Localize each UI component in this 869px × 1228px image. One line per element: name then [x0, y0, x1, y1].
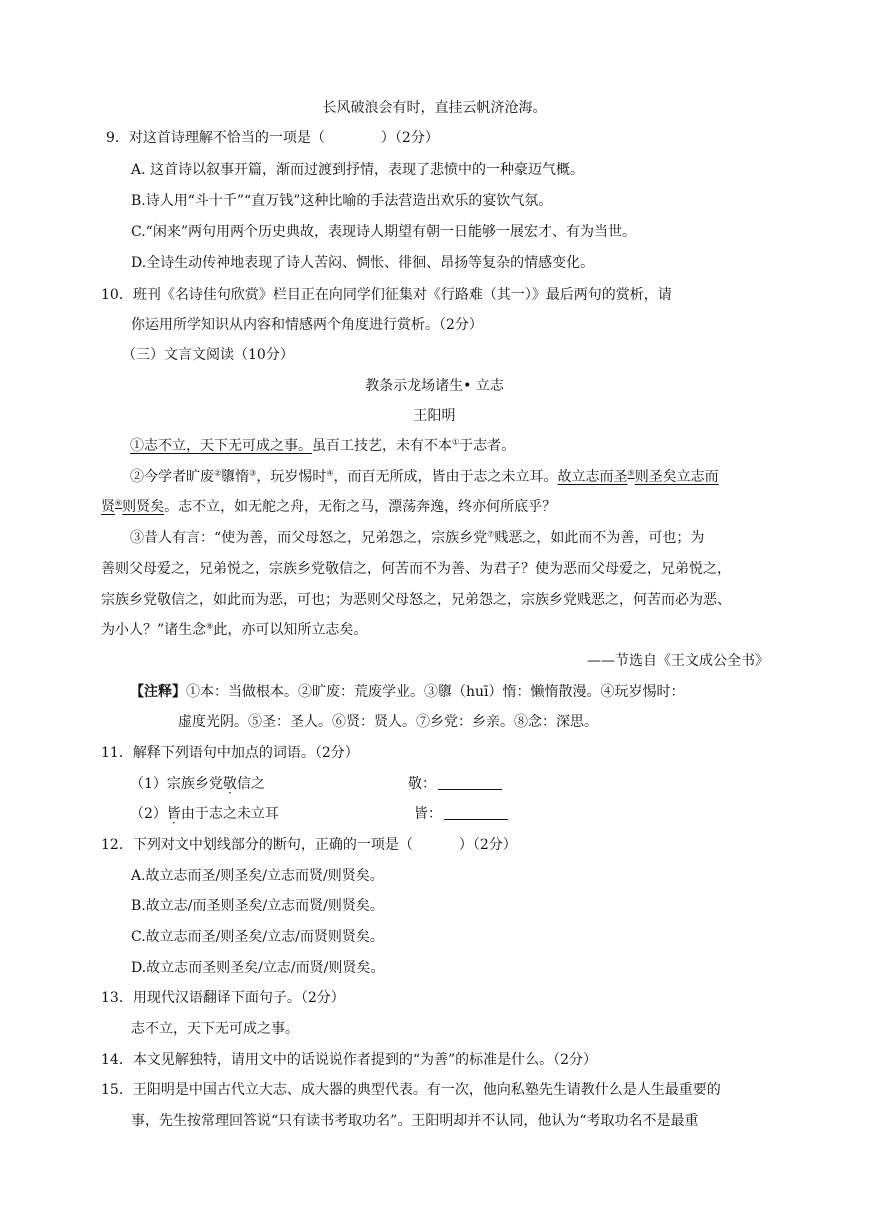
passage-paragraph-3-line1: ③昔人有言：“使为善，而父母怒之，兄弟怨之，宗族乡党⑦贱恶之，如此而不为善，可也；为 — [130, 529, 705, 546]
q9-stem: 9．对这首诗理解不恰当的一项是（ ）（2分） — [106, 130, 439, 146]
q12-stem: 12．下列对文中划线部分的断句，正确的一项是（ ）（2分） — [101, 837, 517, 853]
passage-title: 教条示龙场诸生• 立志 — [365, 378, 504, 394]
q15-line1: 15．王阳明是中国古代立大志、成大器的典型代表。有一次，他向私塾先生请教什么是人生最重要的 — [101, 1082, 721, 1098]
passage-paragraph-1: ①志不立，天下无可成之事。虽百工技艺，未有不本①于志者。 — [130, 437, 516, 454]
q12-option-d: D.故立志而圣则圣矣/立志/而贤/则贤矣。 — [131, 960, 385, 976]
q11-answer2: 皆： — [414, 804, 508, 824]
notes-line1: 【注释】①本：当做根本。②旷废：荒废学业。③隳（huī）惰：懒惰散漫。④玩岁惕时： — [130, 684, 685, 700]
q11-item2: （2）皆由于志之未立耳 — [130, 806, 279, 822]
passage-paragraph-3-line3: 宗族乡党敬信之，如此而为恶，可也；为恶则父母怒之，兄弟怨之，宗族乡党贱恶之，何苦而必为恶、 — [101, 592, 731, 608]
passage-paragraph-2-line2: 贤⑥则贤矣。志不立，如无舵之舟，无衔之马，漂荡奔逸，终亦何所底乎？ — [101, 498, 557, 515]
poem-last-line: 长风破浪会有时，直挂云帆济沧海。 — [322, 100, 547, 116]
answer-blank-1[interactable] — [438, 775, 502, 790]
q10-line1: 10．班刊《名诗佳句欣赏》栏目正在向同学们征集对《行路难（其一）》最后两句的赏析，请 — [101, 287, 672, 303]
q12-option-b: B.故立志/而圣则圣矣/立志而贤/则贤矣。 — [131, 898, 384, 914]
passage-paragraph-3-line2: 善则父母爱之，兄弟悦之，宗族乡党敬信之，何苦而不为善、为君子？使为恶而父母爱之，兄弟悦之， — [101, 561, 731, 577]
q13-sentence: 志不立，天下无可成之事。 — [131, 1021, 299, 1037]
answer-blank-2[interactable] — [444, 805, 508, 820]
q11-stem: 11．解释下列语句中加点的词语。（2分） — [101, 745, 359, 761]
q14-stem: 14．本文见解独特，请用文中的话说说作者提到的“为善”的标准是什么。（2分） — [101, 1052, 598, 1068]
q11-answer1: 敬： — [408, 774, 502, 794]
notes-line2: 虚度光阴。⑤圣：圣人。⑥贤：贤人。⑦乡党：乡亲。⑧念：深思。 — [178, 714, 598, 730]
q9-option-c: C.“闲来”两句用两个历史典故，表现诗人期望有朝一日能够一展宏才、有为当世。 — [131, 224, 636, 240]
q13-stem: 13．用现代汉语翻译下面句子。（2分） — [101, 990, 345, 1006]
q11-item1: （1）宗族乡党敬信之 — [130, 776, 265, 792]
q12-option-a: A.故立志而圣/则圣矣/立志而贤/则贤矣。 — [131, 868, 384, 884]
q9-option-b: B.诗人用“斗十千”“直万钱”这种比喻的手法营造出欢乐的宴饮气氛。 — [131, 193, 553, 209]
q15-line2: 事，先生按常理回答说“只有读书考取功名”。王阳明却并不认同，他认为“考取功名不是最重 — [131, 1113, 699, 1129]
q12-option-c: C.故立志而圣/则圣矣/立志/而贤则贤矣。 — [131, 929, 384, 945]
q10-line2: 你运用所学知识从内容和情感两个角度进行赏析。（2分） — [131, 317, 483, 333]
passage-source: ——节选自《王文成公全书》 — [587, 653, 769, 669]
passage-author: 王阳明 — [413, 408, 456, 424]
passage-paragraph-2-line1: ②今学者旷废②隳惰③，玩岁惕时④，而百无所成，皆由于志之未立耳。故立志而圣⑤则圣矣立志而 — [130, 468, 719, 485]
passage-paragraph-3-line4: 为小人？”诸生念⑧此，亦可以知所立志矣。 — [101, 621, 368, 638]
q9-option-a: A. 这首诗以叙事开篇，渐而过渡到抒情，表现了悲愤中的一种豪迈气概。 — [131, 162, 585, 178]
section-heading: （三）文言文阅读（10分） — [122, 347, 294, 363]
q9-option-d: D.全诗生动传神地表现了诗人苦闷、惆怅、徘徊、昂扬等复杂的情感变化。 — [131, 255, 595, 271]
